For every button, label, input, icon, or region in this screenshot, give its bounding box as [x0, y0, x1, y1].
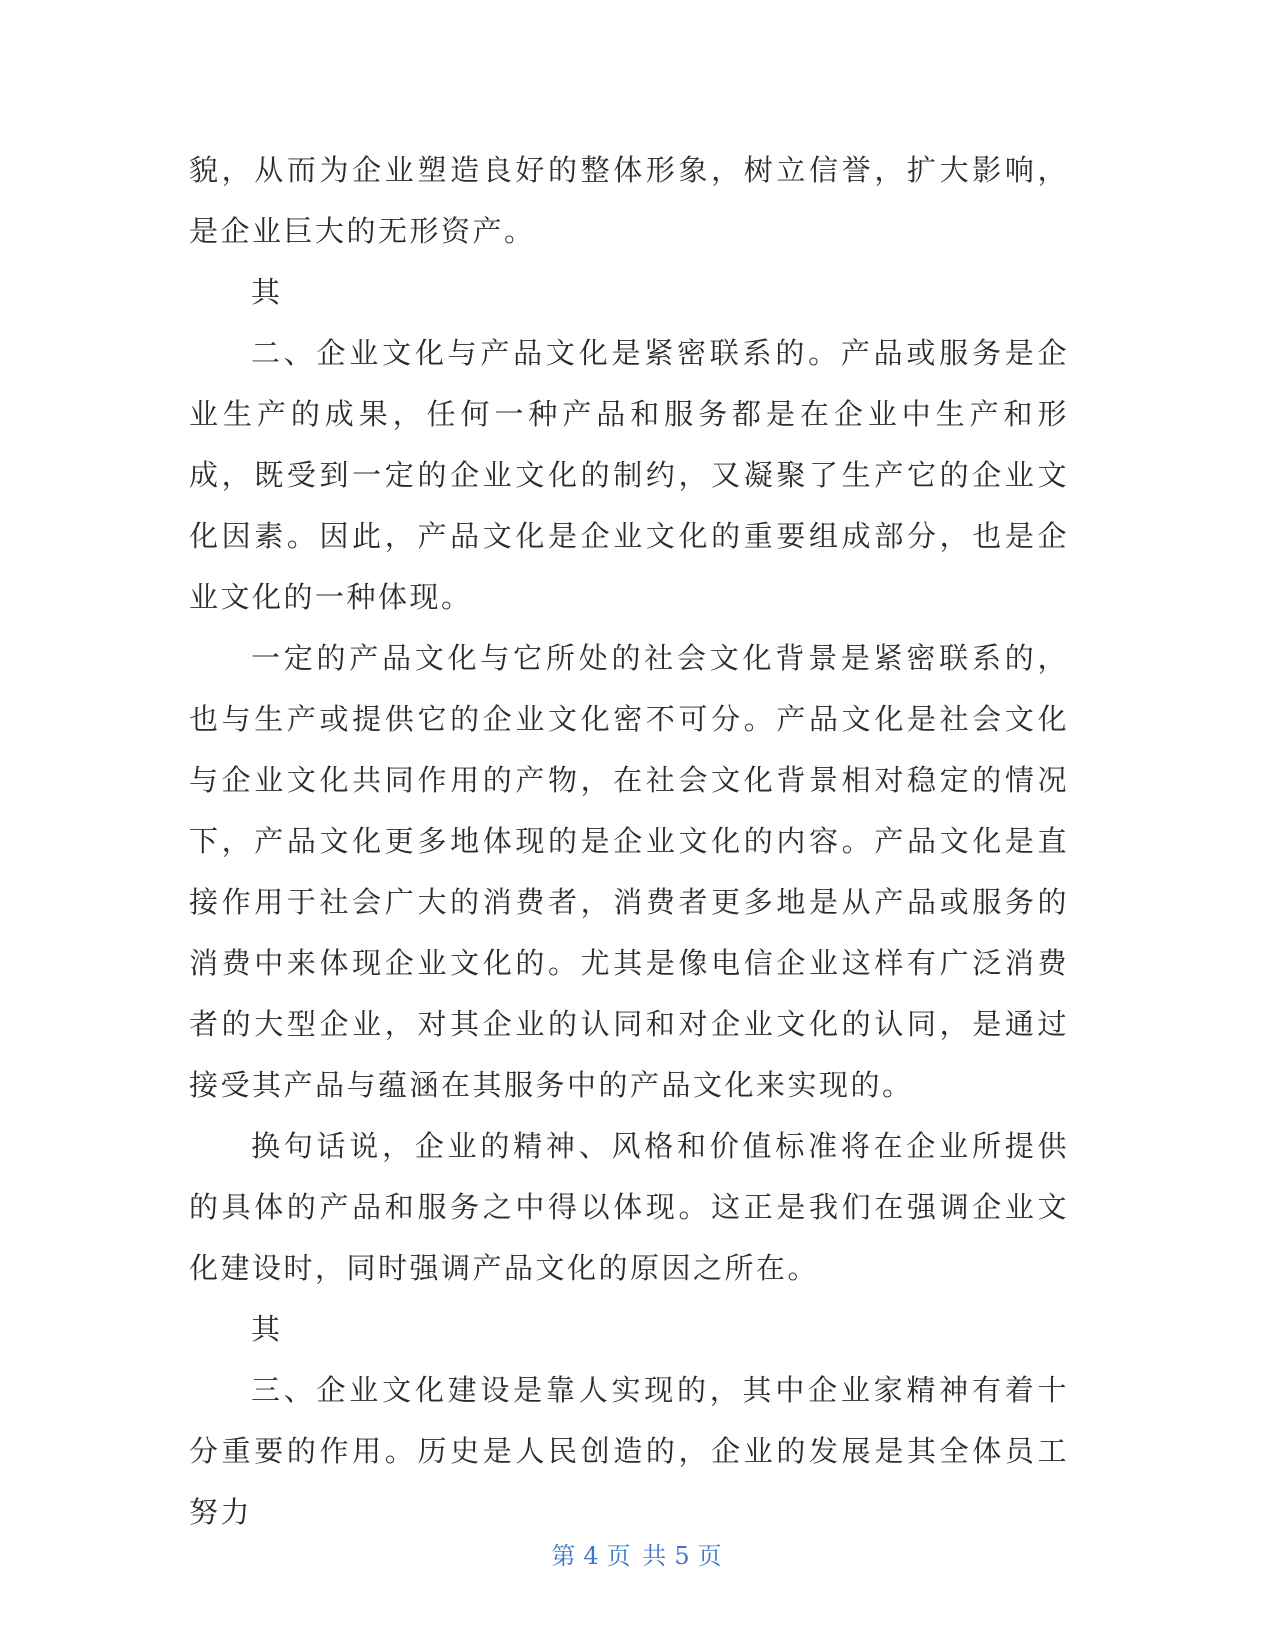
footer-middle: 页 共	[606, 1542, 669, 1570]
footer-prefix: 第	[551, 1542, 578, 1570]
paragraph-fragment: 其	[251, 1312, 283, 1346]
page-footer	[0, 1536, 1275, 1571]
paragraph-in-other-words: 换句话说，企业的精神、风格和价值标准将在企业所提供的具体的产品和服务之中得以体现。这正是我们在强调企业文化建设时，同时强调产品文化的原因之所在。	[189, 1129, 1069, 1285]
footer-total-pages: 5	[674, 1542, 692, 1570]
footer-suffix: 页	[697, 1542, 724, 1570]
document-body	[189, 140, 1069, 1543]
paragraph-section-three: 三、企业文化建设是靠人实现的，其中企业家精神有着十分重要的作用。历史是人民创造的，企业的发展是其全体员工努力	[189, 1373, 1069, 1529]
paragraph-fragment: 其	[251, 275, 283, 309]
paragraph-continuation: 貌，从而为企业塑造良好的整体形象，树立信誉，扩大影响，是企业巨大的无形资产。	[189, 153, 1069, 248]
paragraph-product-culture: 一定的产品文化与它所处的社会文化背景是紧密联系的，也与生产或提供它的企业文化密不可分。产品文化是社会文化与企业文化共同作用的产物，在社会文化背景相对稳定的情况下，产品文化更多地体现的是企业文化的内容。产品文化是直接作用于社会广大的消费者，消费者更多地是从产品或服务的消费中来体现企业文化的。尤其是像电信企业这样有广泛消费者的大型企业，对其企业的认同和对企业文化的认同，是通过接受其产品与蕴涵在其服务中的产品文化来实现的。	[189, 641, 1069, 1102]
footer-current-page: 4	[583, 1542, 601, 1570]
paragraph-section-two: 二、企业文化与产品文化是紧密联系的。产品或服务是企业生产的成果，任何一种产品和服务都是在企业中生产和形成，既受到一定的企业文化的制约，又凝聚了生产它的企业文化因素。因此，产品文化是企业文化的重要组成部分，也是企业文化的一种体现。	[189, 336, 1069, 614]
